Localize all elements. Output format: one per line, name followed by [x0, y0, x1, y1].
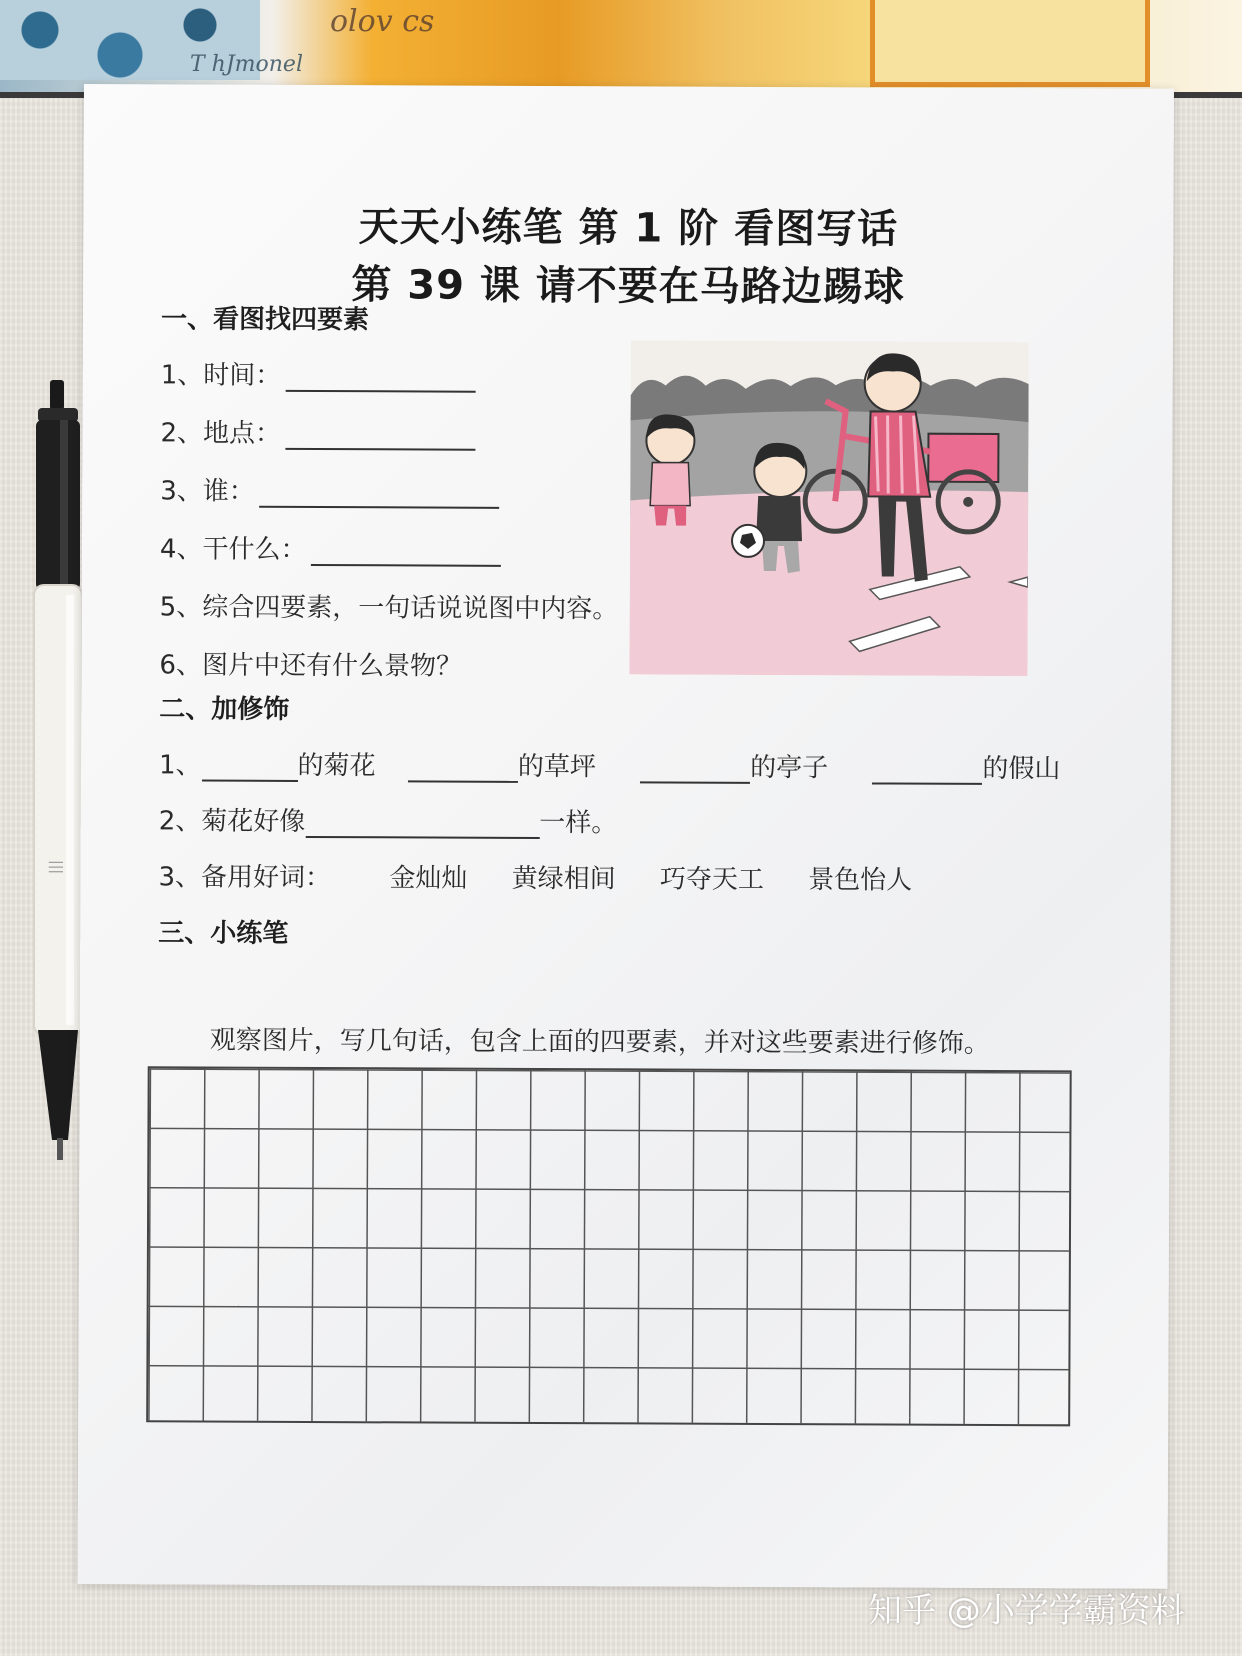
good-word-2: 黄绿相间 — [511, 863, 616, 895]
good-word-4: 景色怡人 — [808, 865, 913, 896]
question-who-label: 3、谁： — [160, 476, 255, 507]
modifier-line2-prefix: 2、菊花好像 — [158, 806, 306, 837]
good-words-label: 3、备用好词： — [158, 862, 332, 894]
worksheet-title-line1: 天天小练笔 第 1 阶 看图写话 — [358, 204, 899, 253]
question-time — [161, 354, 476, 392]
svg-text:|||: ||| — [48, 860, 64, 875]
story-illustration — [629, 340, 1028, 676]
worksheet-paper — [77, 84, 1174, 1589]
good-word-3: 巧夺天工 — [659, 864, 764, 895]
answer-blank-who[interactable] — [259, 482, 499, 509]
blank-lawn[interactable] — [408, 756, 518, 782]
top-decorative-strip — [0, 0, 1242, 98]
blank-rockery[interactable] — [872, 758, 982, 784]
blank-pavilion[interactable] — [640, 757, 750, 783]
modifier-line2-suffix: 一样。 — [539, 807, 618, 839]
modifier-line1-prefix: 1、 — [158, 750, 202, 781]
good-word-1: 金灿灿 — [389, 863, 468, 894]
writing-instruction: 观察图片，写几句话，包含上面的四要素，并对这些要素进行修饰。 — [209, 1025, 990, 1059]
answer-blank-time[interactable] — [285, 366, 475, 393]
item-lawn: 的草坪 — [517, 751, 596, 783]
question-place — [160, 412, 475, 450]
question-summary: 5、综合四要素，一句话说说图中内容。 — [159, 592, 619, 625]
modifier-line1 — [159, 744, 1061, 785]
yellow-card-decoration — [870, 0, 1150, 87]
scribble-text: olov cs — [330, 4, 435, 39]
answer-blank-what[interactable] — [310, 540, 500, 567]
item-chrysanthemum: 的菊花 — [297, 750, 376, 782]
question-who — [160, 470, 499, 508]
watermark: 知乎 @小学学霸资料 — [868, 1591, 1185, 1631]
section1-heading: 一、看图找四要素 — [160, 304, 370, 336]
section2-heading: 二、加修饰 — [159, 694, 290, 725]
item-rockery: 的假山 — [982, 753, 1061, 785]
writing-grid[interactable] — [146, 1066, 1072, 1426]
item-pavilion: 的亭子 — [750, 752, 829, 784]
blank-simile[interactable] — [305, 812, 539, 839]
scribble-text-2: T hJmonel — [190, 52, 303, 77]
answer-blank-place[interactable] — [285, 424, 475, 451]
question-scenery: 6、图片中还有什么景物？ — [159, 650, 463, 682]
question-what-label: 4、干什么： — [159, 534, 307, 565]
section3-heading: 三、小练笔 — [158, 918, 289, 949]
modifier-line2 — [159, 800, 618, 839]
question-time-label: 1、时间： — [160, 360, 282, 391]
question-what — [160, 528, 501, 566]
worksheet-title-line2: 第 39 课 请不要在马路边踢球 — [351, 262, 905, 311]
good-words-line — [158, 856, 948, 896]
blank-chrysanthemum[interactable] — [202, 756, 298, 782]
question-place-label: 2、地点： — [160, 418, 282, 449]
